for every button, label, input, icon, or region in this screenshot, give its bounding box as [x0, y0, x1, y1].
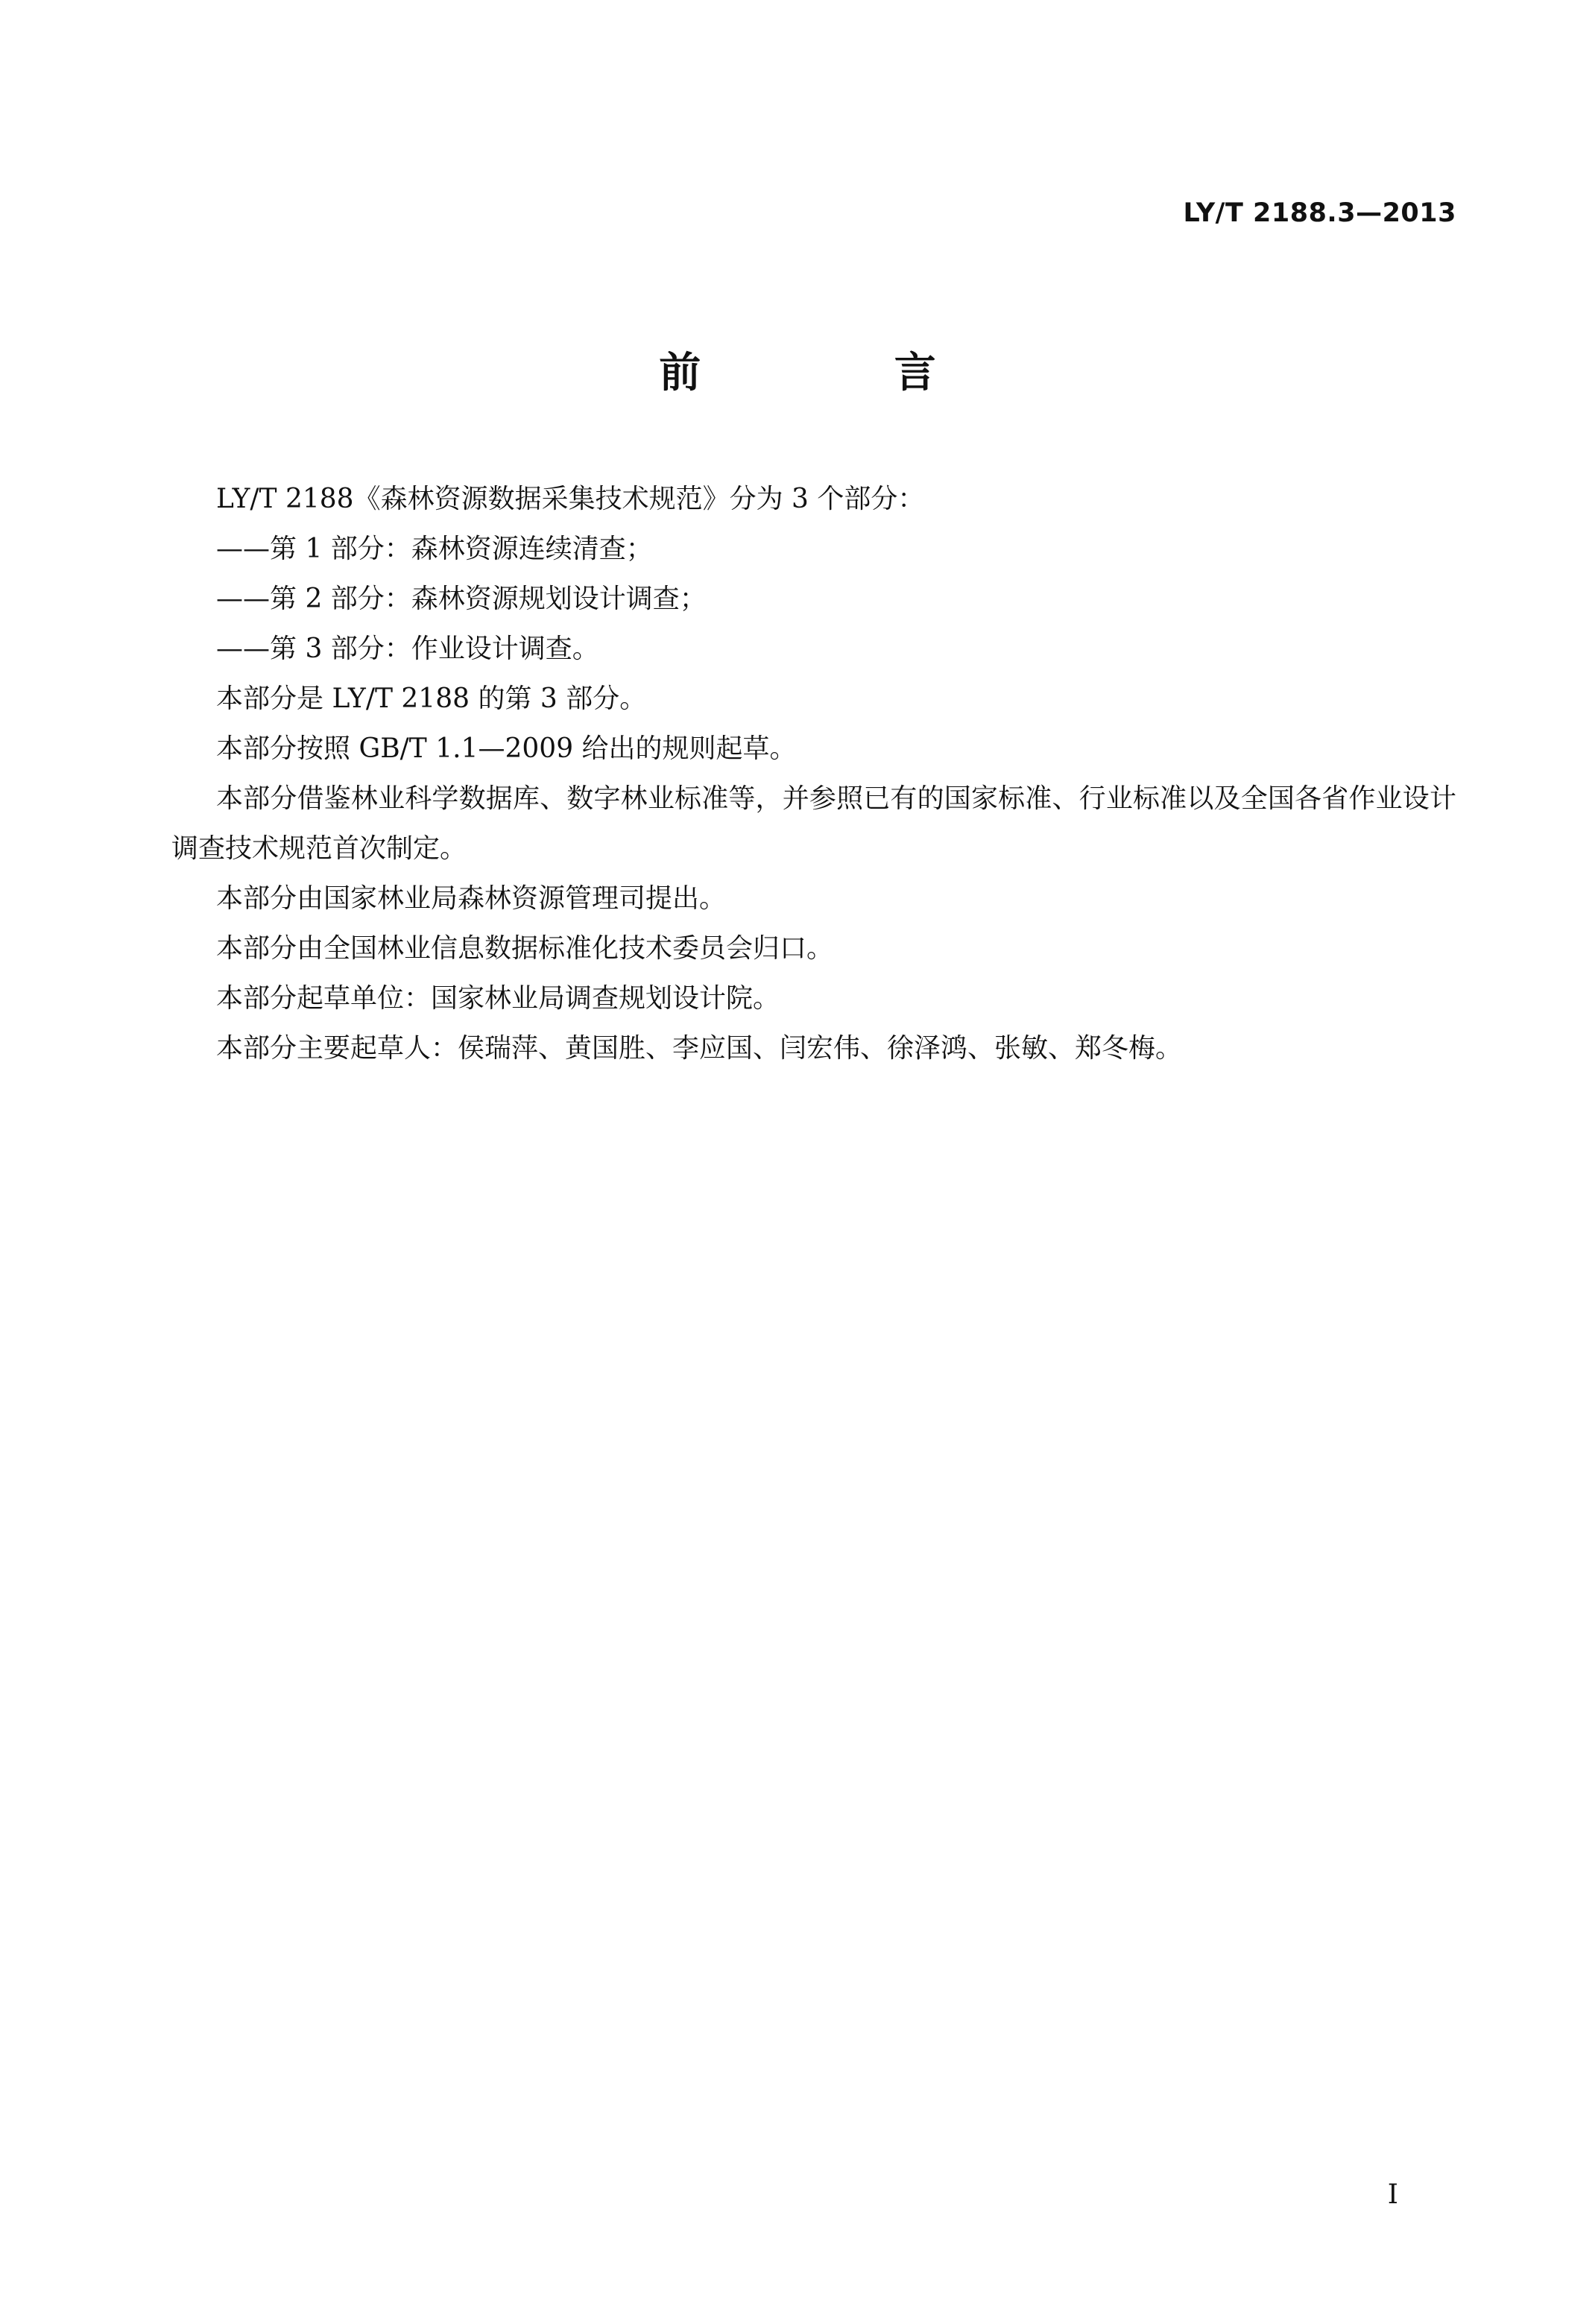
- paragraph-this-part: 本部分是 LY/T 2188 的第 3 部分。: [216, 683, 647, 714]
- list-item-part-3: ——第 3 部分：作业设计调查。: [216, 634, 599, 664]
- paragraph-drafting-rules: 本部分按照 GB/T 1.1—2009 给出的规则起草。: [216, 733, 797, 764]
- list-item-part-2: ——第 2 部分：森林资源规划设计调查；: [216, 584, 707, 614]
- paragraph-references: 本部分借鉴林业科学数据库、数字林业标准等，并参照已有的国家标准、行业标准以及全国各省作业设计调查技术规范首次制定。: [171, 783, 1456, 864]
- list-item-part-1: ——第 1 部分：森林资源连续清查；: [216, 534, 653, 564]
- paragraph-drafters: 本部分主要起草人：侯瑞萍、黄国胜、李应国、闫宏伟、徐泽鸿、张敏、郑冬梅。: [216, 1033, 1183, 1064]
- paragraph-drafting-unit: 本部分起草单位：国家林业局调查规划设计院。: [216, 983, 780, 1014]
- paragraph-committee: 本部分由全国林业信息数据标准化技术委员会归口。: [216, 933, 834, 964]
- foreword-title: 前 言: [659, 349, 1026, 397]
- paragraph-proposer: 本部分由国家林业局森林资源管理司提出。: [216, 883, 727, 914]
- standard-code: LY/T 2188.3—2013: [1183, 198, 1456, 228]
- foreword-body: [171, 474, 1456, 1073]
- page-number: I: [1387, 2179, 1398, 2210]
- paragraph-parts-overview: LY/T 2188《森林资源数据采集技术规范》分为 3 个部分：: [216, 484, 925, 514]
